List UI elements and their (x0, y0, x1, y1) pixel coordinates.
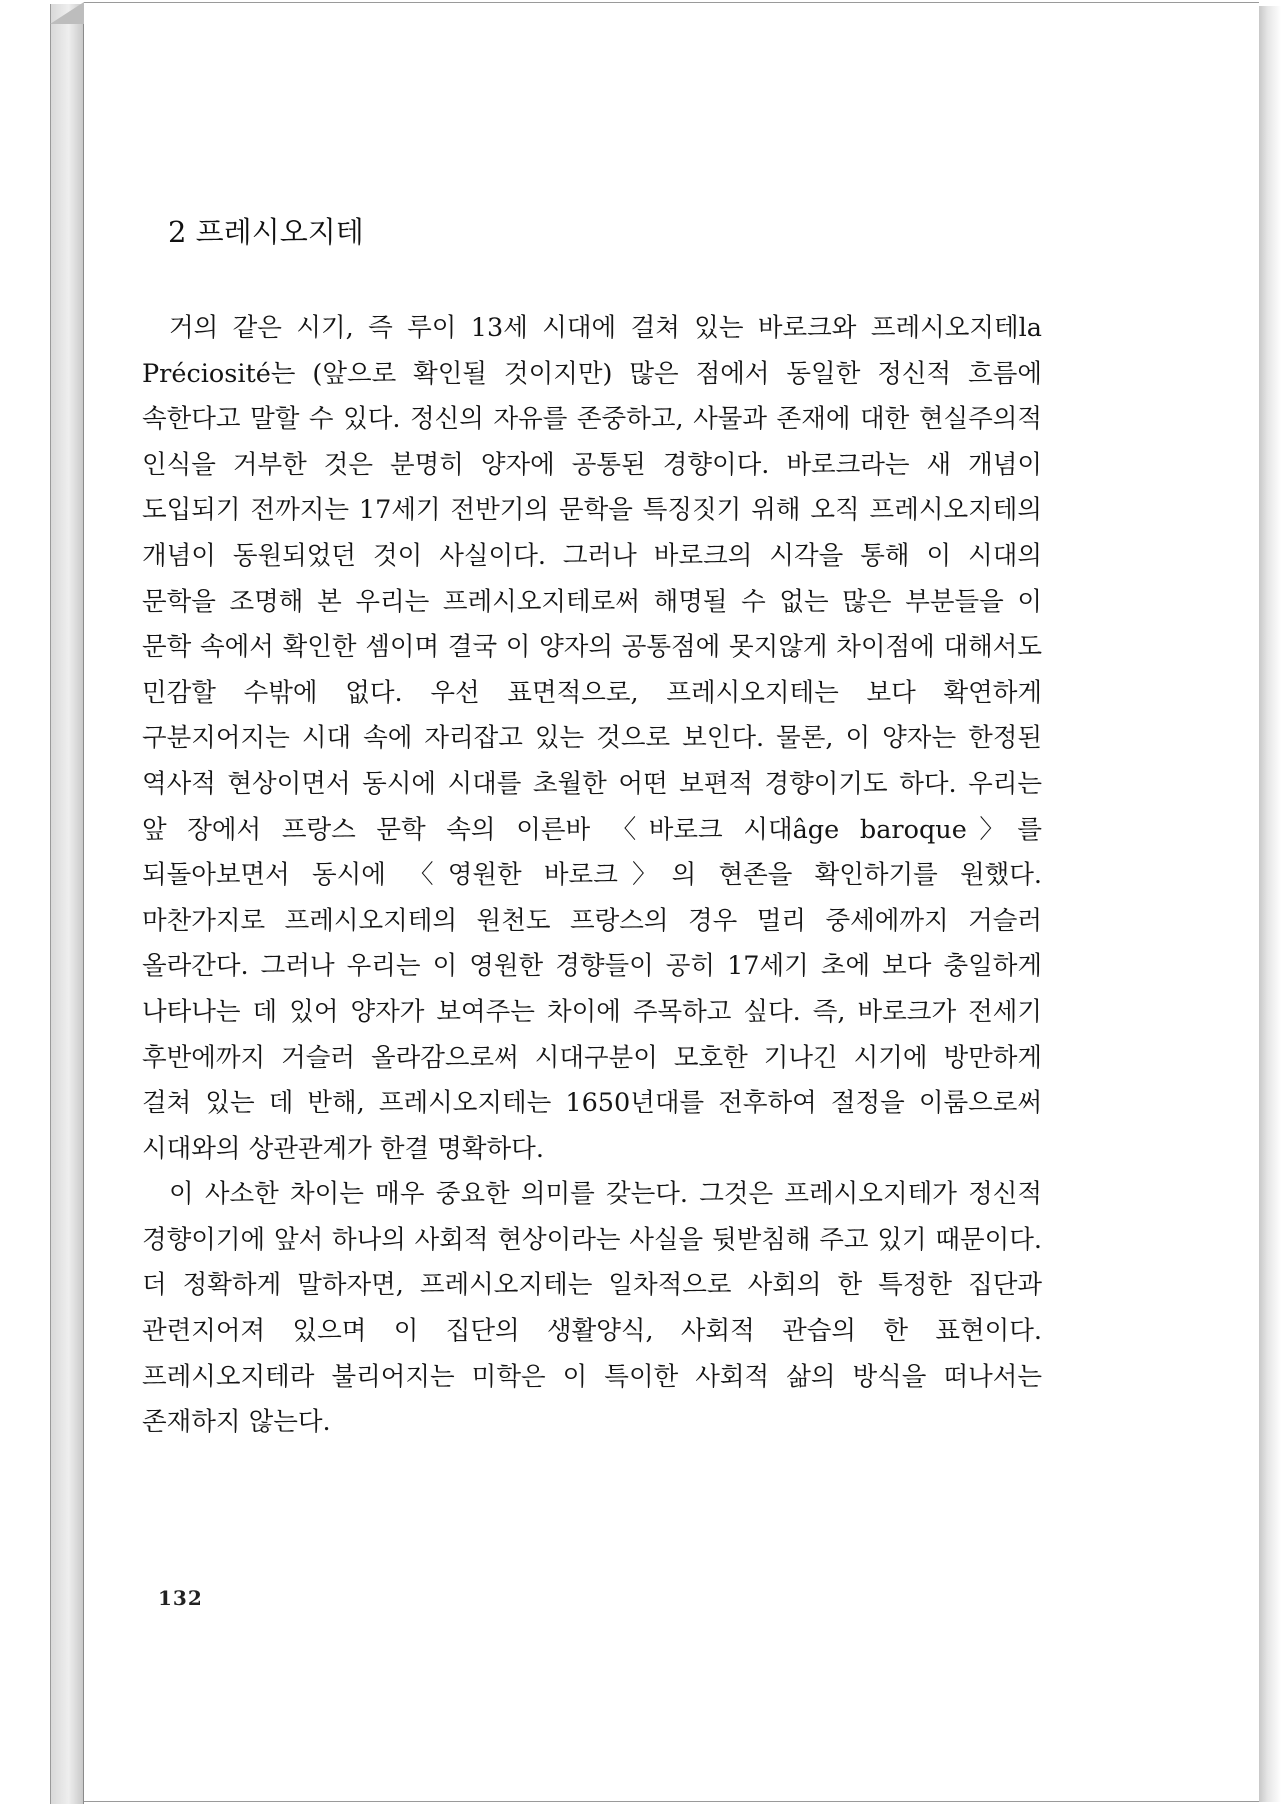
body-text (142, 306, 1042, 1446)
page-number: 132 (158, 1586, 203, 1610)
paragraph-2: 이 사소한 차이는 매우 중요한 의미를 갖는다. 그것은 프레시오지테가 정신적 경향이기에 앞서 하나의 사회적 현상이라는 사실을 뒷받침해 주고 있기 때문이다. 더 정확하게 말하자면, 프레시오지테는 일차적으로 사회의 한 특정한 집단과 관련지어져 있으며 이 집단의 생활양식, 사회적 관습의 한 표현이다. 프레시오지테라 불리어지는 미학은 이 특이한 사회적 삶의 방식을 떠나서는 존재하지 않는다. (142, 1179, 1042, 1438)
page-edge-shadow (1259, 6, 1281, 1802)
section-title: 2 프레시오지테 (168, 215, 364, 249)
book-spine (50, 4, 84, 1804)
paragraph-1: 거의 같은 시기, 즉 루이 13세 시대에 걸쳐 있는 바로크와 프레시오지테la Préciosité는 (앞으로 확인될 것이지만) 많은 점에서 동일한 정신적 흐름에 속한다고 말할 수 있다. 정신의 자유를 존중하고, 사물과 존재에 대한 현실주의적 인식을 거부한 것은 분명히 양자에 공통된 경향이다. 바로크라는 새 개념이 도입되기 전까지는 17세기 전반기의 문학을 특징짓기 위해 오직 프레시오지테의 개념이 동원되었던 것이 사실이다. 그러나 바로크의 시각을 통해 이 시대의 문학을 조명해 본 우리는 프레시오지테로써 해명될 수 없는 많은 부분들을 이 문학 속에서 확인한 셈이며 결국 이 양자의 공통점에 못지않게 차이점에 대해서도 민감할 수밖에 없다. 우선 표면적으로, 프레시오지테는 보다 확연하게 구분지어지는 시대 속에 자리잡고 있는 것으로 보인다. 물론, 이 양자는 한정된 역사적 현상이면서 동시에 시대를 초월한 어떤 보편적 경향이기도 하다. 우리는 앞 장에서 프랑스 문학 속의 이른바 〈바로크 시대âge baroque〉를 되돌아보면서 동시에 〈영원한 바로크〉의 현존을 확인하기를 원했다. 마찬가지로 프레시오지테의 원천도 프랑스의 경우 멀리 중세에까지 거슬러 올라간다. 그러나 우리는 이 영원한 경향들이 공히 17세기 초에 보다 충일하게 나타나는 데 있어 양자가 보여주는 차이에 주목하고 싶다. 즉, 바로크가 전세기 후반에까지 거슬러 올라감으로써 시대구분이 모호한 기나긴 시기에 방만하게 걸쳐 있는 데 반해, 프레시오지테는 1650년대를 전후하여 절정을 이룸으로써 시대와의 상관관계가 한결 명확하다. (142, 313, 1042, 1164)
